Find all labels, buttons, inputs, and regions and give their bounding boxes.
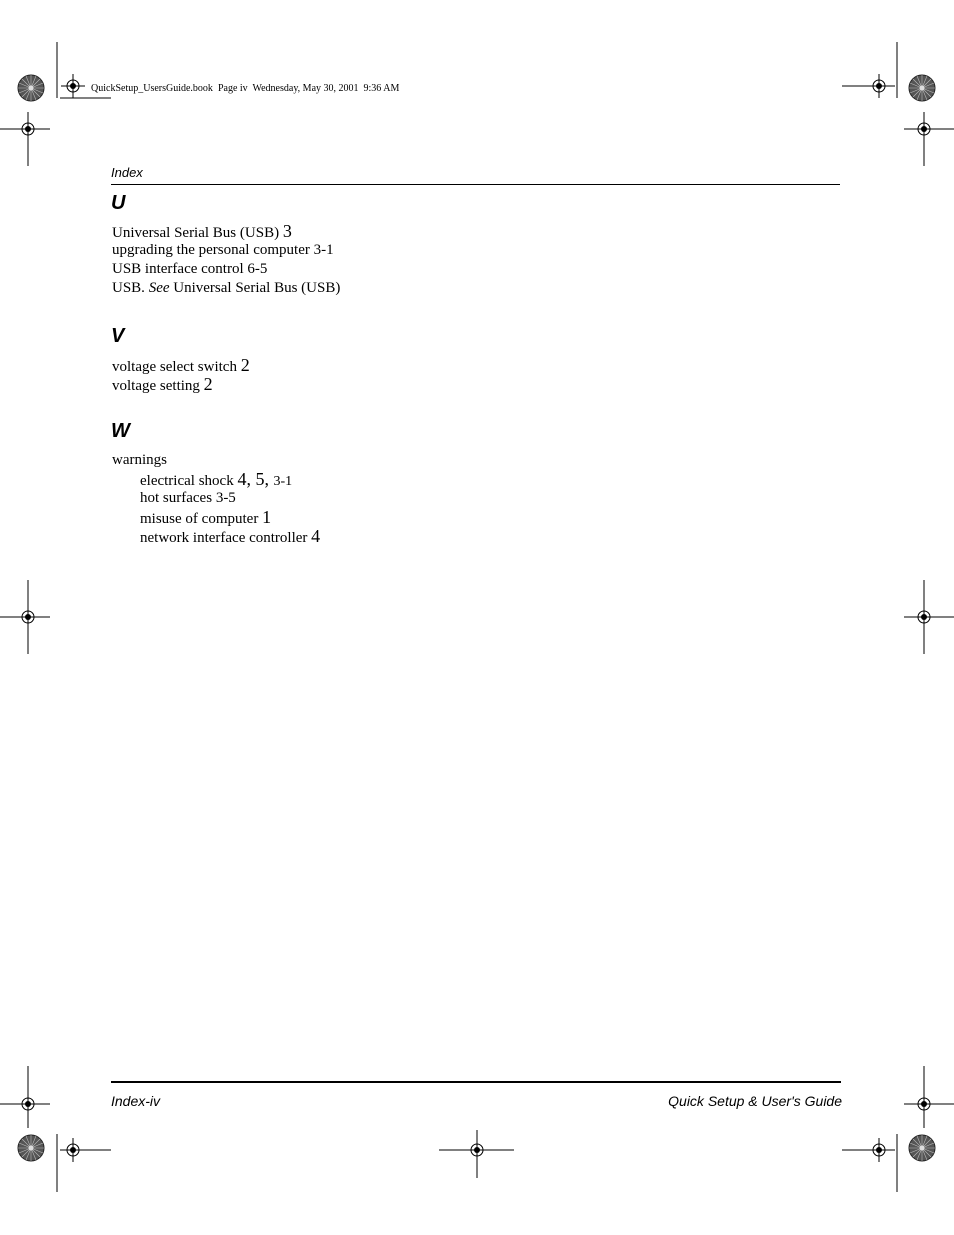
corner-mark-bottom-left [0,1066,111,1192]
page-ref: 4 [311,526,321,546]
book-title: Quick Setup & User's Guide [668,1093,842,1109]
index-subentry: hot surfaces 3-5 [140,490,236,506]
page-ref: 1 [262,507,272,527]
page-ref: 2 [240,355,250,375]
index-entries-w [112,451,320,546]
corner-mark-top-left [0,42,111,166]
running-head: Index [111,165,143,180]
index-entry: upgrading the personal computer 3-1 [112,242,334,258]
bottom-center-mark [439,1130,514,1178]
header-rule [111,184,840,185]
see-reference: See [148,280,170,296]
page-ref: 4, 5, [237,469,274,489]
section-letter-u: U [111,192,126,214]
slug-file: QuickSetup_UsersGuide.book [91,83,213,94]
corner-mark-bottom-right [842,1066,954,1192]
index-entry: USB. See Universal Serial Bus (USB) [112,280,341,296]
side-mark-left [0,580,50,654]
index-entry: warnings [112,452,167,468]
index-entries-v [112,356,250,394]
section-letter-w: W [111,420,130,442]
index-entry: voltage setting 2 [112,374,213,394]
page-ref: 3-1 [273,474,293,489]
page-ref: 2 [203,374,213,394]
page-ref: 3-1 [313,242,334,258]
page-ref: 3-5 [215,490,236,506]
see-target: Universal Serial Bus (USB) [169,280,341,296]
slug-page: Page iv [217,83,248,94]
page-ref: 3 [282,221,292,241]
slug-date: Wednesday, May 30, 2001 [252,83,359,94]
page-ref: 6-5 [247,261,268,277]
side-mark-right [904,580,954,654]
index-subentry: electrical shock 4, 5, 3-1 [140,469,293,489]
index-subentry: network interface controller 4 [140,526,321,546]
slug-time: 9:36 AM [363,83,400,94]
index-entry: USB interface control 6-5 [112,261,268,277]
index-entry: Universal Serial Bus (USB) 3 [112,221,292,241]
section-letter-v: V [111,325,125,347]
index-subentry: misuse of computer 1 [140,507,272,527]
footer-rule [111,1081,841,1083]
print-slug [91,83,399,94]
index-entries-u [112,222,340,298]
index-entry: voltage select switch 2 [112,355,250,375]
page-number: Index-iv [111,1093,161,1109]
corner-mark-top-right [842,42,954,166]
